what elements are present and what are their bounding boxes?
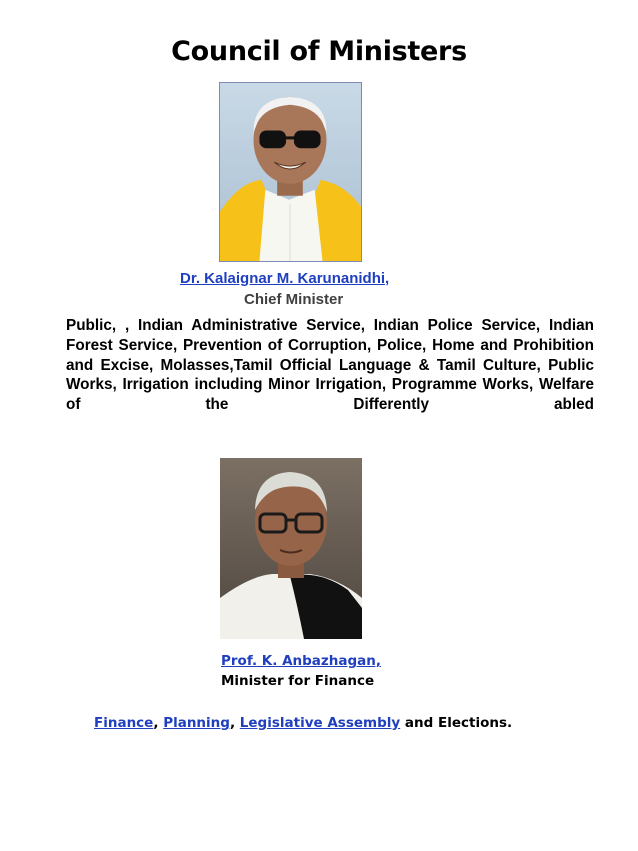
- chief-minister-photo: [219, 82, 362, 262]
- minister-2-name-link[interactable]: Prof. K. Anbazhagan,: [221, 653, 382, 669]
- portfolio-separator: ,: [229, 715, 240, 731]
- finance-minister-photo: [220, 458, 362, 639]
- legislative-assembly-link[interactable]: Legislative Assembly: [239, 715, 401, 731]
- minister-1-role: Chief Minister: [244, 291, 344, 308]
- minister-2-role: Minister for Finance: [221, 673, 375, 689]
- page-title: Council of Ministers: [171, 36, 467, 67]
- portfolio-tail: and Elections.: [400, 715, 513, 731]
- portfolio-separator: ,: [153, 715, 164, 731]
- minister-2-portfolio: [94, 715, 512, 731]
- finance-link[interactable]: Finance: [94, 715, 154, 731]
- planning-link[interactable]: Planning: [163, 715, 230, 731]
- minister-1-portfolio: Public, , Indian Administrative Service, Indian Police Service, Indian Forest Service, Prevention of Corruption, Police, Home and Prohibition and Excise, Molasses,Tamil Official Language & Tamil Culture, Public Works, Irrigation including Minor Irrigation, Programme Works, Welfare of the Differently abled: [66, 317, 594, 414]
- minister-1-name-link[interactable]: Dr. Kalaignar M. Karunanidhi,: [180, 270, 390, 287]
